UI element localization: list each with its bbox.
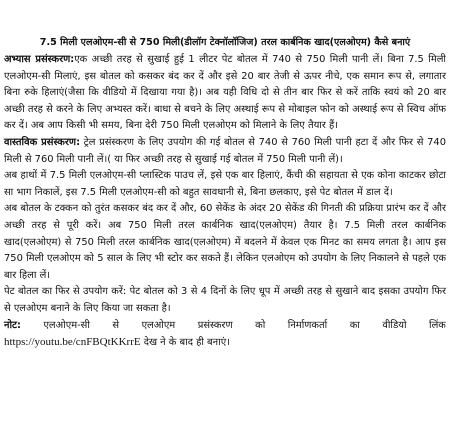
- practice-text: एक अच्छी तरह से सुखाई हुई 1 लीटर पेट बोतल में 740 से 750 मिली पानी लें। बिना 7.5 मिली एलओएम-सी मिलाएं, इस बोतल को कसकर बंद कर दें और इसे 20 बार तेजी से ऊपर नीचे, एक समान रूप से, लगातार बिना रुके हिलाएं(जैसा कि वीडियो में दिखाया गया है)। अब यही विधि दो से तीन बार फिर से करें ताकि स्वयं को 20 बार अच्छी तरह से करने के लिए अभ्यस्त करें। बाधा से बचने के लिए अस्थाई रूप से मोबाइल फोन को अस्थाई रूप से स्विच ऑफ कर दें। अब आप किसी भी समय, बिना देरी 750 मिली एलओएम को मिलाने के लिए तैयार हैं।: [4, 54, 446, 132]
- note-word: लिंक: [429, 319, 446, 331]
- note-word: निर्माणकर्ता: [287, 319, 328, 331]
- practice-label: अभ्यास प्रसंस्करण:: [4, 54, 75, 65]
- note-word: एलओएम: [141, 319, 176, 331]
- practice-paragraph: [4, 52, 446, 135]
- document-page: [4, 0, 446, 448]
- note-line: [4, 318, 446, 335]
- page-title: 7.5 मिली एलओएम-सी से 750 मिली(डीलॉग टेक्नॉलॉजिज) तरल कार्बनिक खाद(एलओएम) कैसे बनाएं: [39, 37, 411, 48]
- note-word: से: [112, 319, 120, 331]
- pouch-paragraph: अब हाथों में 7.5 मिली एलओएम-सी प्लास्टिक पाउच लें, इसे एक बार हिलाएं, कैंची की सहायता से एक कोना काटकर छोटा सा भाग निकालें, इस 7.5 मिली एलओएम-सी को बहुत सावधानी से, बिना छलकाए, इसे पेट बोतल में डाल दें।: [4, 170, 446, 198]
- actual-paragraph: [4, 135, 446, 168]
- shake-paragraph: अब बोतल के टक्कन को तुरंत कसकर बंद कर दें और, 60 सेकेंड के अंदर 20 सेकेंड की गिनती की प्रक्रिया प्रारंभ कर दें और अच्छी तरह से पूरी करें। अब 750 मिली तरल कार्बनिक खाद(एलओएम) तैयार है। 7.5 मिली तरल कार्बनिक खाद(एलओएम) से 750 मिली तरल कार्बनिक खाद(एलओएम) में बदलने में केवल एक मिनट का समय लगता है। आप इस 750 मिली एलओएम को 5 साल के लिए भी स्टोर कर सकते हैं। लेकिन एलओएम को उपयोग के लिए निकालने से पहले एक बार हिला लें।: [4, 203, 446, 281]
- note-label: नोट:: [4, 319, 21, 331]
- actual-text: ट्रेल प्रसंस्करण के लिए उपयोग की गई बोतल से 740 से 760 मिली पानी हटा दें और फिर से 740 मिली से 760 मिली पानी लें।( या फिर अच्छी तरह से सुखाई गई बोतल में 750 मिली पानी लें)।: [4, 136, 446, 165]
- note-word: को: [255, 319, 266, 331]
- note-after-text: देख ने के बाद ही बनाएं।: [140, 337, 230, 349]
- note-url-line: [4, 334, 446, 352]
- note-word: एलओएम-सी: [43, 319, 90, 331]
- note-word: का: [349, 319, 360, 331]
- reuse-paragraph: प‌ेट बोतल का फिर से उपयोग करें: पेट बोतल को 3 से 4 दिनों के लिए धूप में अच्छी तरह से सुखाने बाद इसका उपयोग फिर से एलओएम बनाने के लिए किया जा सकता है।: [4, 286, 446, 314]
- note-word: वीडियो: [382, 319, 407, 331]
- note-word: प्रसंस्करण: [197, 319, 233, 331]
- actual-label: वास्तविक प्रसंस्करण:: [4, 136, 81, 148]
- video-link[interactable]: https://youtu.be/cnFBQtKKrrE: [4, 336, 141, 349]
